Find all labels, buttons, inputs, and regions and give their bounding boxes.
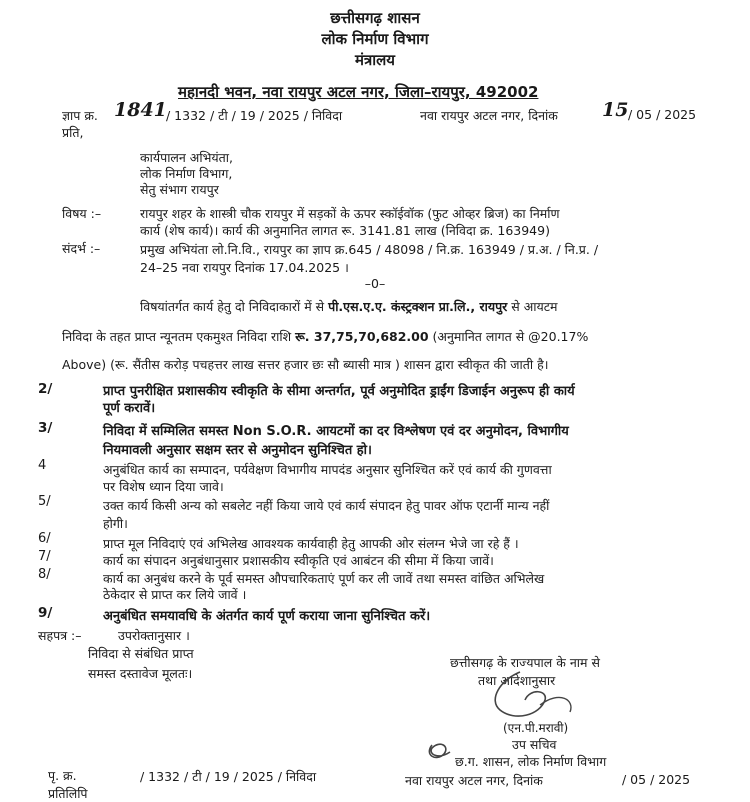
para1-text: विषयांतर्गत कार्य हेतु दो निविदाकारों में से xyxy=(140,299,325,314)
footer-number: / 1332 / टी / 19 / 2025 / निविदा xyxy=(140,769,317,784)
item-line: नियमावली अनुसार सक्षम स्तर से अनुमोदन सुनिश्चित हो। xyxy=(103,443,372,458)
para1-text: निविदा के तहत प्राप्त न्यूनतम एकमुश्त निविदा राशि xyxy=(62,329,292,344)
enclosure-label: सहपत्र :– xyxy=(38,628,82,643)
signature-line1: छत्तीसगढ़ के राज्यपाल के नाम से xyxy=(450,655,600,670)
signatory-dept: छ.ग. शासन, लोक निर्माण विभाग xyxy=(455,754,607,769)
memo-prefix: ज्ञाप क्र. xyxy=(62,108,98,123)
item-line: प्राप्त पुनरीक्षित प्रशासकीय स्वीकृति के सीमा अन्तर्गत, पूर्व अनुमोदित ड्राईंग डिजाईन अनुरूप ही कार्य xyxy=(103,384,575,399)
footer-prefix: पृ. क्र. xyxy=(48,768,77,783)
to-line: सेतु संभाग रायपुर xyxy=(140,182,219,197)
memo-hand-number: 1841 xyxy=(114,99,167,121)
header-address: महानदी भवन, नवा रायपुर अटल नगर, जिला–रायपुर, 492002 xyxy=(178,83,539,101)
item-line: प्राप्त मूल निविदाएं एवं अभिलेख आवश्यक कार्यवाही हेतु आपकी ओर संलग्न भेजे जा रहे हैं । xyxy=(103,536,519,551)
footer-next: प्रतिलिपि xyxy=(48,786,88,801)
separator: –0– xyxy=(364,276,386,291)
item-line: उक्त कार्य किसी अन्य को सबलेट नहीं किया जाये एवं कार्य संपादन हेतु पावर ऑफ एटार्नी मान्य नहीं xyxy=(103,498,550,513)
subject-label: विषय :– xyxy=(62,206,102,221)
item-line: कार्य का संपादन अनुबंधानुसार प्रशासकीय स्वीकृति एवं आबंटन की सीमा में किया जावें। xyxy=(103,553,494,568)
signatory-place: नवा रायपुर अटल नगर, दिनांक xyxy=(405,773,543,788)
item-number: 3/ xyxy=(38,420,53,436)
signature-line2: तथा आदेशानुसार xyxy=(478,673,556,688)
memo-hand-day: 15 xyxy=(602,99,629,121)
item-line: अनुबंधित समयावधि के अंतर्गत कार्य पूर्ण कराया जाना सुनिश्चित करें। xyxy=(103,609,431,624)
enclosure-line: समस्त दस्तावेज मूलतः। xyxy=(88,666,193,681)
reference-line: प्रमुख अभियंता लो.नि.वि., रायपुर का ज्ञाप क्र.645 / 48098 / नि.क्र. 163949 / प्र.अ. / नि.प्र. / xyxy=(140,242,599,257)
to-line: कार्यपालन अभियंता, xyxy=(140,150,233,165)
item-number: 4 xyxy=(38,458,47,473)
para1-line3: Above) (रू. सैंतीस करोड़ पचहत्तर लाख सत्तर हजार छः सौ ब्यासी मात्र ) शासन द्वारा स्वीकृत की जाती है। xyxy=(62,357,549,372)
header-ministry: मंत्रालय xyxy=(354,51,395,69)
enclosure-line: उपरोक्तानुसार । xyxy=(118,628,190,643)
header-govt: छत्तीसगढ़ शासन xyxy=(330,9,420,27)
memo-number: / 1332 / टी / 19 / 2025 / निविदा xyxy=(166,108,343,123)
item-number: 6/ xyxy=(38,531,51,546)
to-label: प्रति, xyxy=(62,125,84,140)
para1-text: (अनुमानित लागत से @20.17% xyxy=(432,329,589,344)
tender-amount: रू. 37,75,70,682.00 xyxy=(295,329,429,344)
item-number: 9/ xyxy=(38,605,53,621)
item-number: 7/ xyxy=(38,549,51,564)
to-line: लोक निर्माण विभाग, xyxy=(140,166,233,181)
header-department: लोक निर्माण विभाग xyxy=(321,30,429,48)
memo-date: / 05 / 2025 xyxy=(628,107,697,122)
enclosure-line: निविदा से संबंधित प्राप्त xyxy=(88,646,194,661)
contractor-name: पी.एस.ए.ए. कंस्ट्रक्शन प्रा.लि., रायपुर xyxy=(328,299,508,314)
item-line: कार्य का अनुबंध करने के पूर्व समस्त औपचारिकताएं पूर्ण कर ली जावें तथा समस्त वांछित अभिलेख xyxy=(103,571,545,586)
subject-line: कार्य (शेष कार्य)। कार्य की अनुमानित लागत रू. 3141.81 लाख (निविदा क्र. 163949) xyxy=(140,223,550,238)
item-line: ठेकेदार से प्राप्त कर लिये जावें । xyxy=(103,587,247,602)
item-line: पर विशेष ध्यान दिया जावे। xyxy=(103,479,224,494)
para1-text: से आयटम xyxy=(511,299,558,314)
signatory-designation: उप सचिव xyxy=(512,737,557,752)
reference-line: 24–25 नवा रायपुर दिनांक 17.04.2025 । xyxy=(140,260,349,275)
item-line: होगी। xyxy=(103,516,128,531)
subject-line: रायपुर शहर के शास्त्री चौक रायपुर में सड़कों के ऊपर स्कॉईवॉक (फुट ओव्हर ब्रिज) का निर्माण xyxy=(140,206,560,221)
item-number: 8/ xyxy=(38,567,51,582)
memo-place-date: नवा रायपुर अटल नगर, दिनांक xyxy=(420,108,558,123)
signatory-date: / 05 / 2025 xyxy=(622,772,691,787)
item-line: पूर्ण करावें। xyxy=(103,401,156,416)
item-line: अनुबंधित कार्य का सम्पादन, पर्यवेक्षण विभागीय मापदंड अनुसार सुनिश्चित करें एवं कार्य की गुणवत्ता xyxy=(103,462,552,477)
item-number: 2/ xyxy=(38,381,53,397)
item-number: 5/ xyxy=(38,494,51,509)
item-line: निविदा में सम्मिलित समस्त Non S.O.R. आयटमों का दर विश्लेषण एवं दर अनुमोदन, विभागीय xyxy=(103,424,569,439)
signatory-name: (एन.पी.मरावी) xyxy=(503,721,569,735)
reference-label: संदर्भ :– xyxy=(62,241,101,256)
